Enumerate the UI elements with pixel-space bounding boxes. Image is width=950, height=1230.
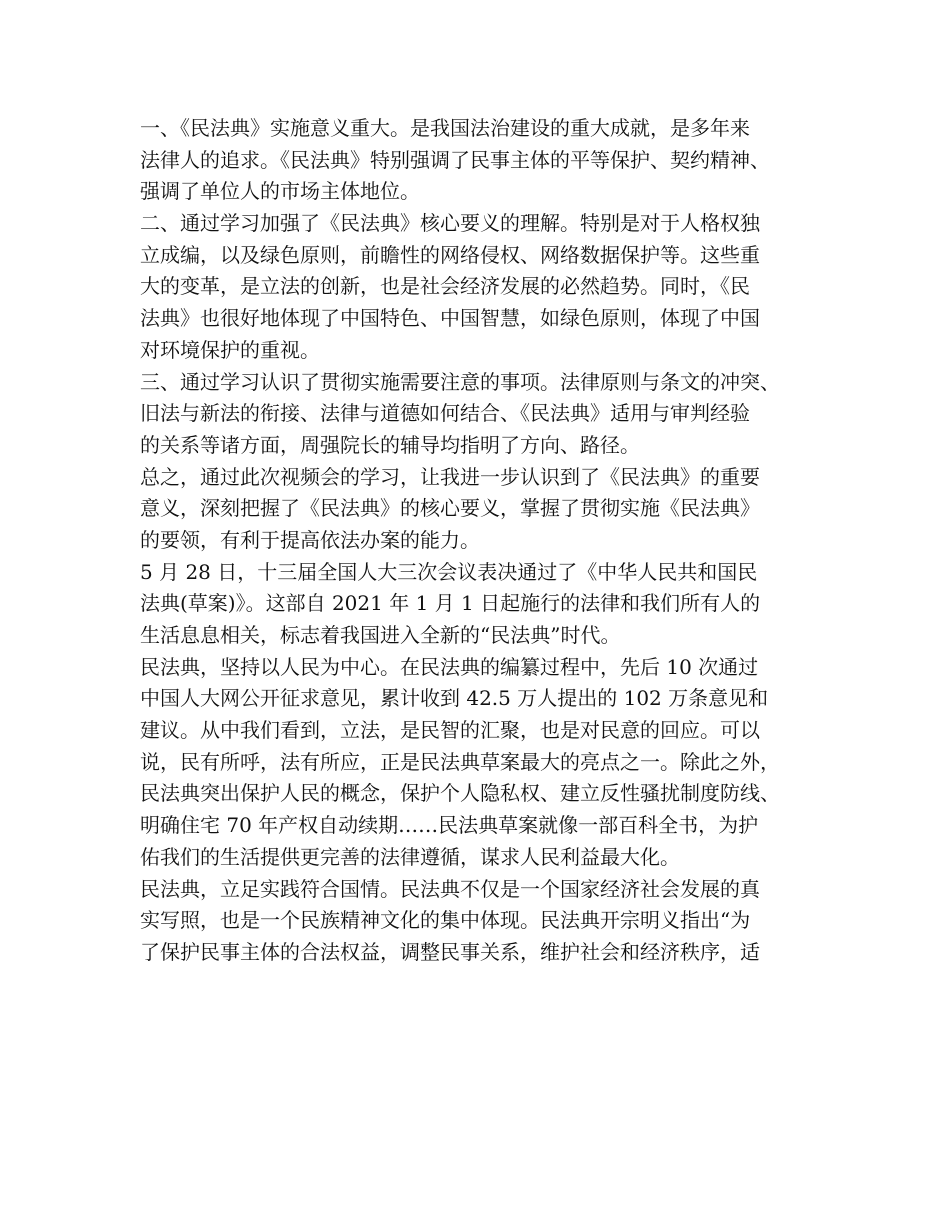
paragraph <box>140 652 830 874</box>
document-body <box>140 113 830 969</box>
text-line: 立成编，以及绿色原则，前瞻性的网络侵权、网络数据保护等。这些重 <box>140 242 760 267</box>
text-line: 强调了单位人的市场主体地位。 <box>140 179 420 204</box>
text-line: 的关系等诸方面，周强院长的辅导均指明了方向、路径。 <box>140 432 640 457</box>
text-line: 民法典，立足实践符合国情。民法典不仅是一个国家经济社会发展的真 <box>140 876 760 901</box>
text-line: 对环境保护的重视。 <box>140 337 320 362</box>
text-line: 的要领，有利于提高依法办案的能力。 <box>140 527 480 552</box>
paragraph <box>140 208 830 366</box>
text-line: 大的变革，是立法的创新，也是社会经济发展的必然趋势。同时，《民 <box>140 274 750 299</box>
text-line: 法律人的追求。《民法典》特别强调了民事主体的平等保护、契约精神、 <box>140 147 770 172</box>
paragraph <box>140 113 830 208</box>
text-line: 佑我们的生活提供更完善的法律遵循，谋求人民利益最大化。 <box>140 844 680 869</box>
text-line: 旧法与新法的衔接、法律与道德如何结合、《民法典》适用与审判经验 <box>140 401 750 426</box>
text-line: 法典(草案)》。这部自 2021 年 1 月 1 日起施行的法律和我们所有人的 <box>140 591 761 616</box>
paragraph <box>140 367 830 462</box>
text-line: 总之，通过此次视频会的学习，让我进一步认识到了《民法典》的重要 <box>140 464 760 489</box>
text-line: 5 月 28 日，十三届全国人大三次会议表决通过了《中华人民共和国民 <box>140 559 758 584</box>
text-line: 法典》也很好地体现了中国特色、中国智慧，如绿色原则，体现了中国 <box>140 306 760 331</box>
text-line: 说，民有所呼，法有所应，正是民法典草案最大的亮点之一。除此之外， <box>140 749 780 774</box>
text-line: 明确住宅 70 年产权自动续期……民法典草案就像一部百科全书，为护 <box>140 813 759 838</box>
paragraph <box>140 557 830 652</box>
text-line: 了保护民事主体的合法权益，调整民事关系，维护社会和经济秩序，适 <box>140 939 760 964</box>
paragraph <box>140 462 830 557</box>
text-line: 意义，深刻把握了《民法典》的核心要义，掌握了贯彻实施《民法典》 <box>140 496 760 521</box>
text-line: 一、《民法典》实施意义重大。是我国法治建设的重大成就，是多年来 <box>140 116 750 140</box>
text-line: 民法典突出保护人民的概念，保护个人隐私权、建立反性骚扰制度防线、 <box>140 781 780 806</box>
text-line: 三、通过学习认识了贯彻实施需要注意的事项。法律原则与条文的冲突、 <box>140 369 780 394</box>
text-line: 生活息息相关，标志着我国进入全新的“民法典”时代。 <box>140 623 621 647</box>
paragraph <box>140 874 830 969</box>
text-line: 实写照，也是一个民族精神文化的集中体现。民法典开宗明义指出“为 <box>140 908 751 933</box>
text-line: 建议。从中我们看到，立法，是民智的汇聚，也是对民意的回应。可以 <box>140 718 760 743</box>
text-line: 二、通过学习加强了《民法典》核心要义的理解。特别是对于人格权独 <box>140 211 760 236</box>
text-line: 民法典，坚持以人民为中心。在民法典的编纂过程中，先后 10 次通过 <box>140 654 759 679</box>
text-line: 中国人大网公开征求意见，累计收到 42.5 万人提出的 102 万条意见和 <box>140 686 769 711</box>
